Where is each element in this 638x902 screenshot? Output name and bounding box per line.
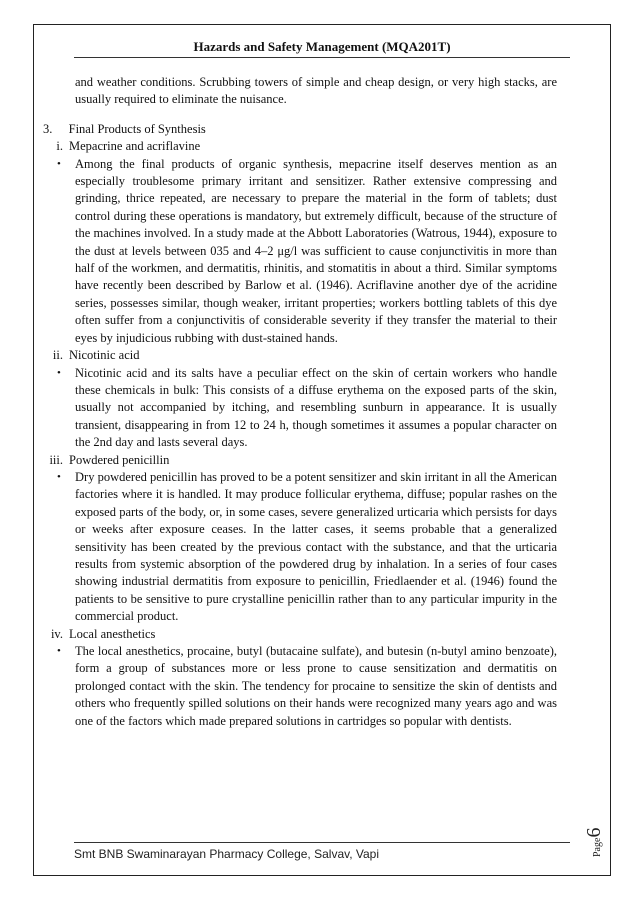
page-footer: Smt BNB Swaminarayan Pharmacy College, Salvav, Vapi — [74, 847, 380, 861]
page-number — [583, 797, 603, 857]
bullet-text: Dry powdered penicillin has proved to be a potent sensitizer and skin irritant in all the American factories where it is handled. It may produce follicular erythema, diffuse; popular rashes on the exposed parts of the body, or, in some cases, severe generalized urticaria which persists for days or weeks after exposure ceases. In the latter cases, it seems probable that a generalized sensitivity has been created by the previous contact with the substance, and that the urticaria results from systemic absorption of the powdered drug by inhalation. In a series of four cases showing industrial dermatitis from exposure to penicillin, Friedlaender et al. (1946) found the patients to be sensitive to pure crystalline penicillin rather than to any particular impurity in the commercial product. — [75, 469, 557, 624]
bullet-icon: • — [57, 470, 61, 483]
subsection-number: iv. — [50, 626, 63, 641]
subsection-title: Powdered penicillin — [69, 452, 170, 467]
header-divider — [74, 57, 570, 58]
subsection-heading — [47, 452, 557, 469]
bullet-icon: • — [57, 157, 61, 170]
list-item — [57, 365, 557, 452]
bullet-text: Among the final products of organic synthesis, mepacrine itself deserves mention as an especially troublesome primary irritant and sensitizer. Rather extensive compressing and grinding, thrice repeated, are necessary to prepare the material in the form of tablets; dust control during these operations is mandatory, but extremely difficult, because of the structure of the machines involved. In a study made at the Abbott Laboratories (Watrous, 1944), exposure to the dust at levels between 035 and 4–2 μg/l was sufficient to cause conjunctivitis in more than half of the workmen, and dermatitis, rhinitis, and stomatitis in about a third. Similar symptoms have recently been described by Barlow et al. (1946). Acriflavine another dye of the acridine series, possesses similar, though weaker, irritant properties; workers bottling tablets of this dye often suffer from a conjunctivitis of considerable severity if they transfer the material to their eyes by injudicious rubbing with dust-stained hands. — [75, 156, 557, 345]
page-header: Hazards and Safety Management (MQA201T) — [193, 39, 451, 54]
subsection-heading — [47, 347, 557, 364]
bullet-text: The local anesthetics, procaine, butyl (butacaine sulfate), and butesin (n-butyl amino benzoate), form a group of substances more or less prone to cause sensitization and dermatitis on prolonged contact with the skin. The tendency for procaine to sensitize the skin of dentists and others who frequently spilled solutions on their hands were recognized many years ago and was one of the factors which made prepared solutions in cartridges so popular with dentists. — [75, 644, 557, 728]
bullet-icon: • — [57, 366, 61, 379]
bullet-icon: • — [57, 645, 61, 657]
list-item — [57, 469, 557, 626]
subsection-number: i. — [56, 139, 63, 154]
subsection-title: Mepacrine and acriflavine — [69, 139, 201, 154]
subsection-number: ii. — [52, 348, 63, 363]
subsection-number: iii. — [49, 452, 63, 467]
subsection-heading — [47, 138, 557, 155]
page-label: Page — [592, 837, 603, 857]
subsection-heading — [47, 626, 557, 643]
section-title: Final Products of Synthesis — [68, 121, 206, 136]
subsection-title: Local anesthetics — [69, 626, 156, 641]
intro-paragraph: and weather conditions. Scrubbing towers of simple and cheap design, or very high stacks, are usually required to eliminate the nuisance. — [75, 75, 557, 107]
section-heading — [43, 121, 557, 138]
footer-divider — [74, 842, 570, 843]
list-item — [57, 643, 557, 730]
list-item — [57, 156, 557, 347]
subsection-title: Nicotinic acid — [69, 348, 140, 363]
section-number: 3. — [43, 121, 53, 136]
bullet-text: Nicotinic acid and its salts have a peculiar effect on the skin of certain workers who handle these chemicals in bulk: This consists of a diffuse erythema on the exposed parts of the skin, usually not accompanied by itching, and resembling sunburn in appearance. It is usually transient, disappearing in from 12 to 24 h, though sometimes it assumes a popular character on the 2nd day and lasts several days. — [75, 365, 557, 450]
document-body — [43, 74, 557, 730]
page-digit: 6 — [583, 827, 605, 838]
